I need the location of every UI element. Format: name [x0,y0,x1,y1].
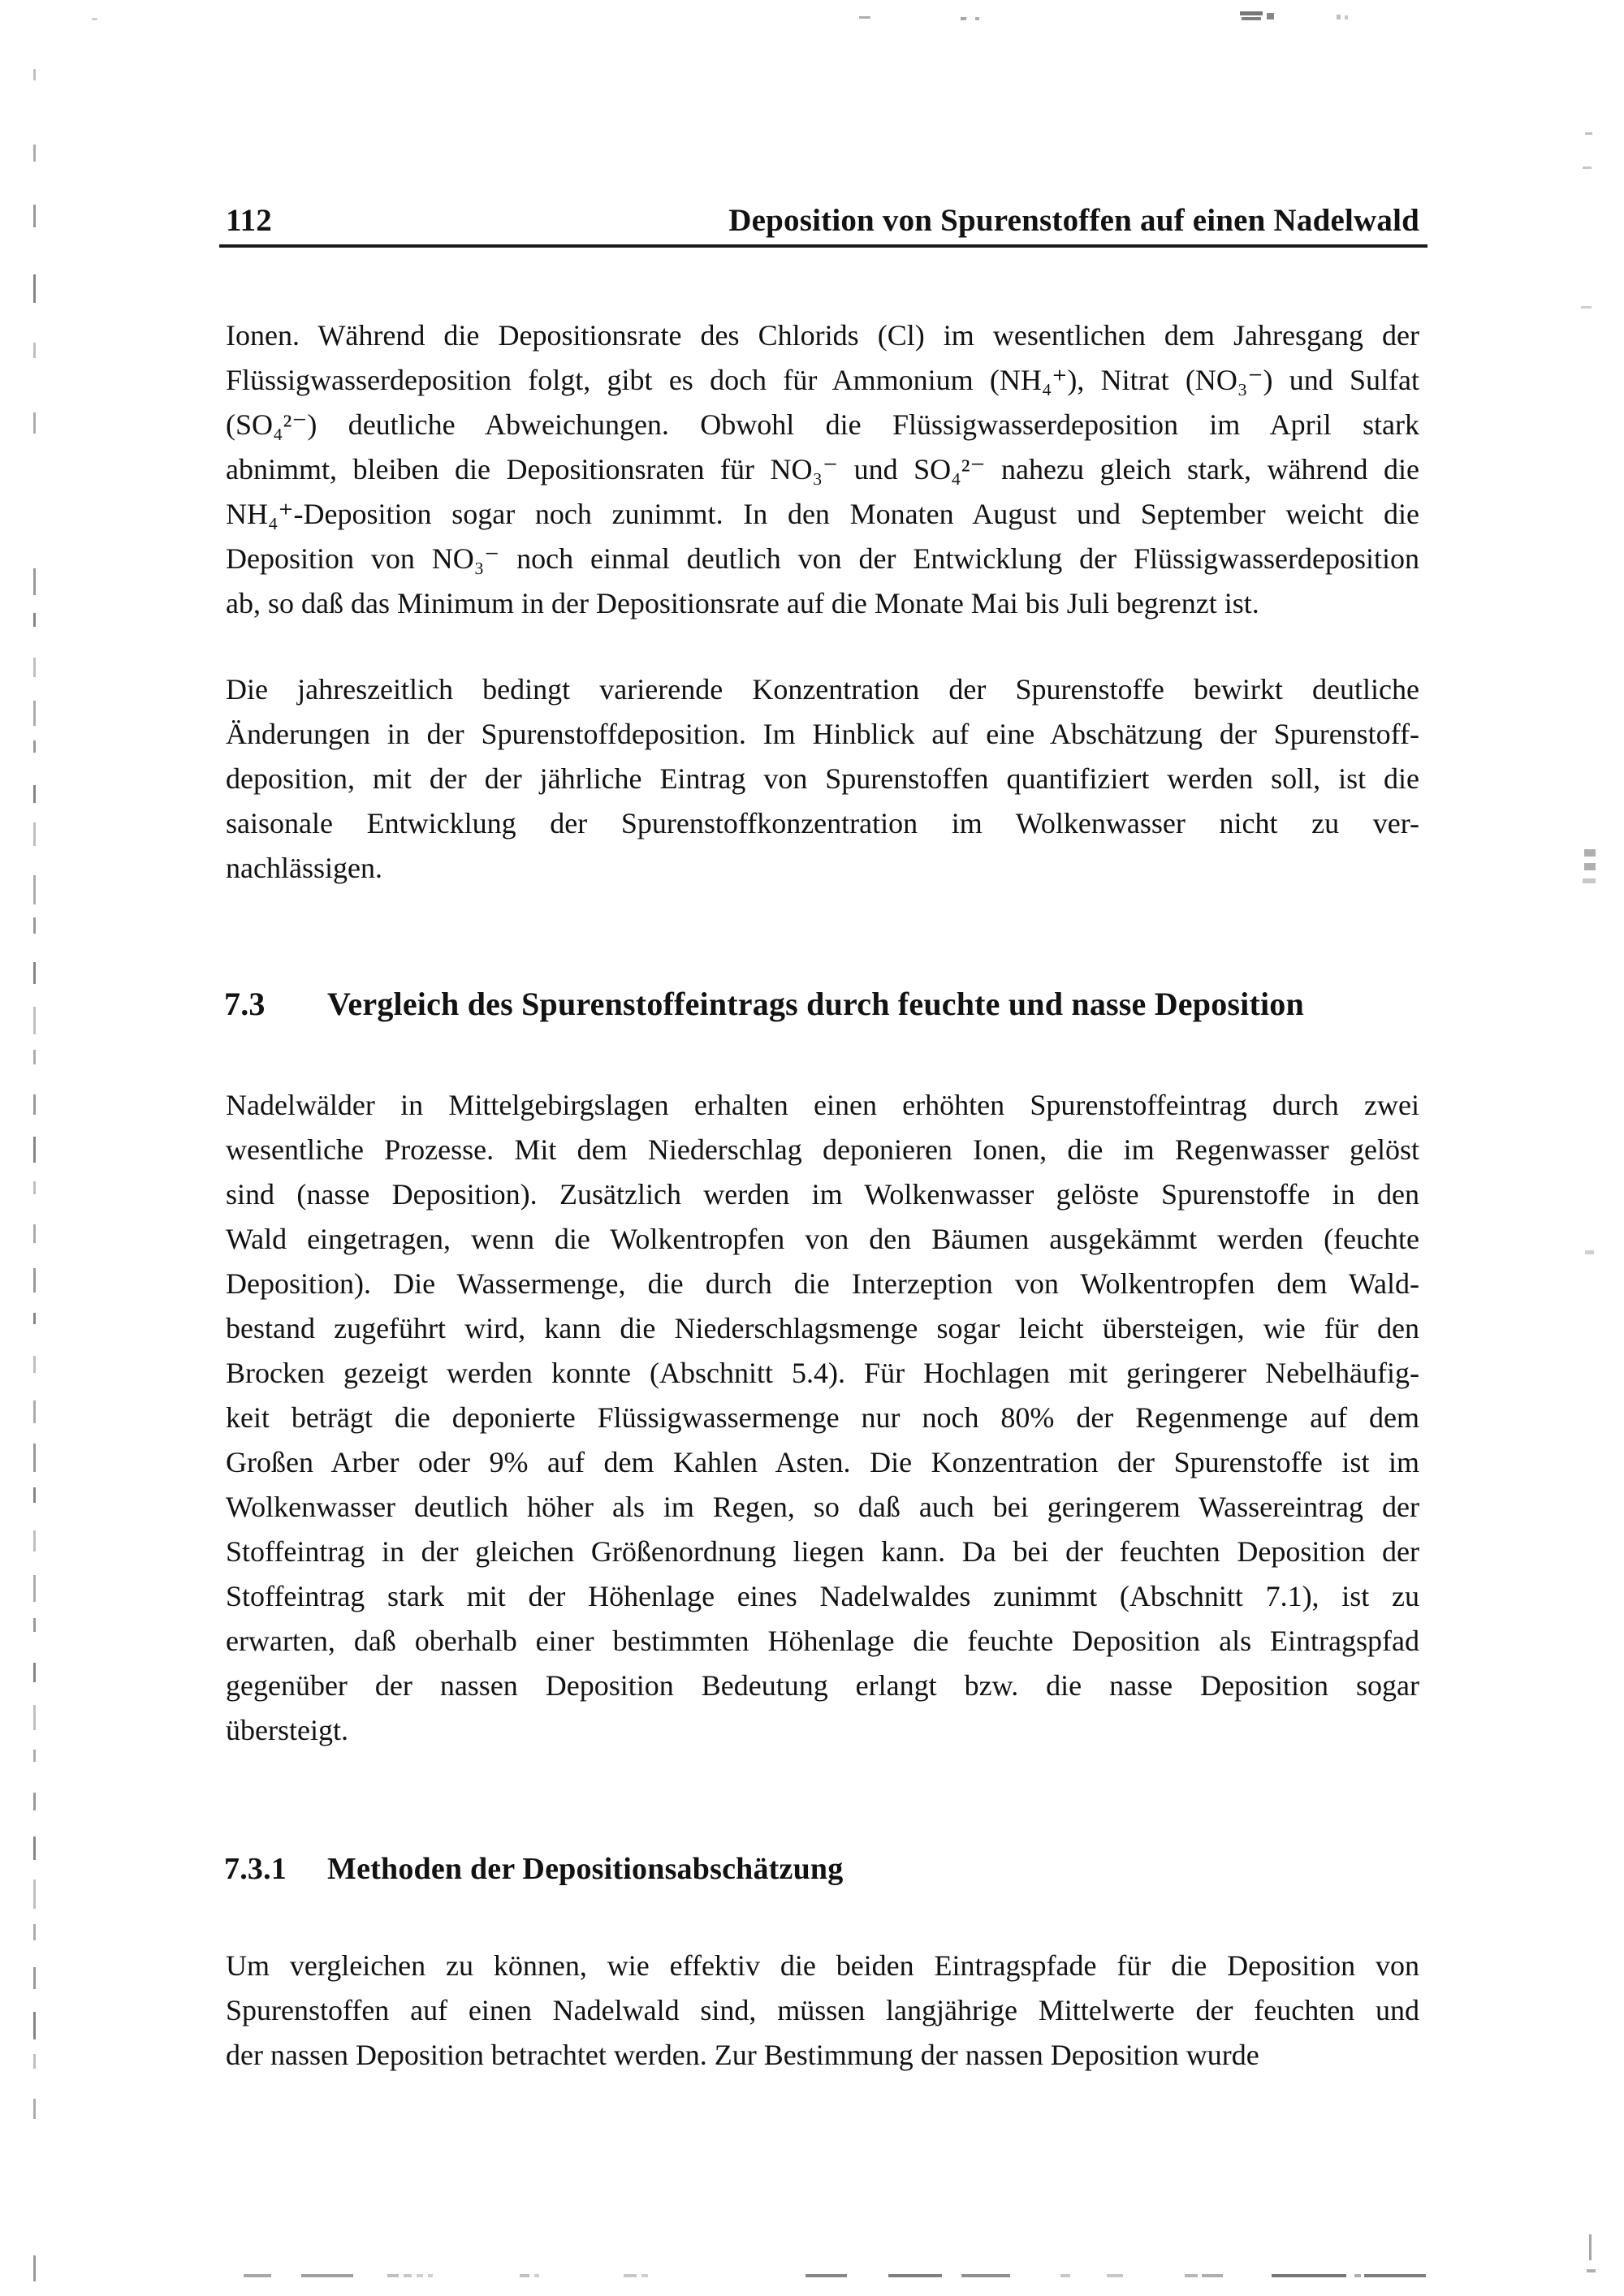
scan-artifact [33,205,36,227]
text-line: sind (nasse Deposition). Zusätzlich werden im Wolkenwasser gelöste Spurenstoffe in den [226,1178,1419,1211]
scan-artifact [1345,15,1348,19]
scan-artifact [1584,863,1596,870]
scan-artifact [1060,2274,1070,2277]
scan-artifact [33,2054,36,2069]
scan-artifact [33,701,36,726]
scan-artifact [33,1313,36,1324]
scan-artifact [859,16,870,19]
page-header [226,201,1419,240]
text-line: wesentliche Prozesse. Mit dem Niederschlag deponieren Ionen, die im Regenwasser gelöst [226,1133,1419,1166]
text-line: Deposition). Die Wassermenge, die durch die Interzeption von Wolkentropfen dem Wald- [226,1267,1419,1300]
scan-artifact [33,1880,36,1909]
text-line: Großen Arber oder 9% auf dem Kahlen Asten. Die Konzentration der Spurenstoffe ist im [226,1446,1419,1478]
scan-artifact [33,613,36,627]
scan-artifact [33,1094,36,1115]
text-line: (SO₄²⁻) deutliche Abweichungen. Obwohl die Flüssigwasserdeposition im April stark [226,408,1419,441]
scan-artifact [33,740,36,753]
scan-artifact [33,658,36,677]
scan-artifact [961,17,966,20]
scan-artifact [33,1444,36,1472]
scan-artifact [33,1793,36,1810]
text-line: bestand zugeführt wird, kann die Niederschlagsmenge sogar leicht übersteigen, wie für den [226,1312,1419,1344]
scan-artifact [1364,2274,1426,2277]
scan-artifact [404,2274,412,2277]
scan-artifact [33,1575,36,1602]
section-number: 7.3.1 [224,1852,287,1886]
scan-artifact [33,1530,36,1552]
text-line: übersteigt. [226,1714,348,1746]
section-title: Methoden der Depositionsabschätzung [327,1852,844,1886]
section-heading-7-3 [224,984,1426,1025]
scan-artifact [33,1224,36,1243]
scan-artifact [33,343,36,358]
section-title: Vergleich des Spurenstoffeintrags durch feuchte und nasse Deposition [327,986,1304,1022]
scan-artifact [1240,11,1263,15]
text-line: erwarten, daß oberhalb einer bestimmten Höhenlage die feuchte Deposition als Eintragspfad [226,1625,1419,1657]
paragraph-3 [226,1083,1419,1753]
scan-artifact [417,2274,423,2277]
scan-artifact [428,2274,433,2277]
paragraph-4 [226,1944,1419,2078]
scan-artifact [33,1836,36,1860]
text-line: Flüssigwasserdeposition folgt, gibt es doch für Ammonium (NH₄⁺), Nitrat (NO₃⁻) und Sulfat [226,364,1419,396]
running-title: Deposition von Spurenstoffen auf einen Nadelwald [728,203,1419,238]
text-line: Wald eingetragen, wenn die Wolkentropfen von den Bäumen ausgekämmt werden (feuchte [226,1223,1419,1255]
scan-artifact [1584,849,1596,857]
scan-artifact [33,962,36,984]
scan-artifact [1585,132,1592,135]
scan-artifact [1267,13,1274,19]
scan-artifact [33,1050,36,1064]
scan-artifact [33,2255,36,2281]
scan-artifact [33,1137,36,1163]
text-line: saisonale Entwicklung der Spurenstoffkonzentration im Wolkenwasser nicht zu ver- [226,807,1419,839]
scan-artifact [641,2274,648,2277]
scan-artifact [33,822,36,846]
scan-artifact [33,145,36,162]
text-line: deposition, mit der der jährliche Eintrag von Spurenstoffen quantifiziert werden soll, ist die [226,762,1419,795]
text-line: nachlässigen. [226,852,382,884]
scan-artifact [33,1487,36,1503]
text-line: Nadelwälder in Mittelgebirgslagen erhalten einen erhöhten Spurenstoffeintrag durch zwei [226,1089,1419,1121]
scan-artifact [1185,2274,1198,2277]
scan-artifact [1589,2234,1592,2260]
scan-artifact [1583,878,1596,883]
scan-artifact [33,1618,36,1632]
scan-artifact [33,2099,36,2119]
text-line: Stoffeintrag stark mit der Höhenlage eines Nadelwaldes zunimmt (Abschnitt 7.1), ist zu [226,1580,1419,1612]
scan-artifact [33,1967,36,1989]
text-line: ab, so daß das Minimum in der Depositionsrate auf die Monate Mai bis Juli begrenzt ist. [226,587,1259,619]
scan-artifact [1587,2269,1596,2272]
scan-artifact [806,2274,847,2277]
scan-artifact [33,568,36,595]
text-line: Änderungen in der Spurenstoffdeposition. Im Hinblick auf eine Abschätzung der Spurenstoff- [226,718,1419,750]
scan-artifact [888,2274,942,2277]
scan-artifact [33,1400,36,1423]
scan-artifact [520,2274,529,2277]
scan-artifact [387,2274,399,2277]
page-number: 112 [226,203,272,238]
scan-artifact [534,2274,539,2277]
text-line: gegenüber der nassen Deposition Bedeutung erlangt bzw. die nasse Deposition sogar [226,1669,1419,1702]
scan-artifact [1581,306,1592,309]
scan-artifact [33,2012,36,2039]
scan-artifact [1242,17,1261,20]
text-line: Deposition von NO₃⁻ noch einmal deutlich von der Entwicklung der Flüssigwasserdeposition [226,542,1419,575]
text-line: Stoffeintrag in der gleichen Größenordnung liegen kann. Da bei der feuchten Deposition der [226,1535,1419,1568]
text-line: Brocken gezeigt werden konnte (Abschnitt 5.4). Für Hochlagen mit geringerer Nebelhäufig- [226,1357,1419,1389]
scan-artifact [33,274,36,303]
scan-artifact [1337,15,1341,19]
text-line: Wolkenwasser deutlich höher als im Regen, so daß auch bei geringerem Wassereintrag der [226,1491,1419,1523]
scan-artifact [961,2274,1010,2277]
scan-artifact [1585,1250,1594,1254]
scan-artifact [33,917,36,934]
scan-artifact [33,1268,36,1293]
scan-artifact [244,2274,271,2277]
scan-artifact [33,1356,36,1373]
scan-artifact [1202,2274,1223,2277]
paragraph-1 [226,313,1419,626]
scan-artifact [624,2274,637,2277]
scan-artifact [33,412,36,434]
scan-artifact [1272,2274,1346,2277]
text-line: NH₄⁺-Deposition sogar noch zunimmt. In den Monaten August und September weicht die [226,498,1419,530]
text-line: Um vergleichen zu können, wie effektiv die beiden Eintragspfade für die Deposition von [226,1949,1419,1982]
scan-artifact [33,1750,36,1762]
section-heading-7-3-1 [224,1849,1426,1888]
scan-artifact [1583,166,1592,169]
text-line: abnimmt, bleiben die Depositionsraten für NO₃⁻ und SO₄²⁻ nahezu gleich stark, während die [226,453,1419,486]
header-rule [219,244,1427,248]
section-number: 7.3 [224,986,266,1022]
text-line: Ionen. Während die Depositionsrate des Chlorids (Cl) im wesentlichen dem Jahresgang der [226,319,1419,352]
text-line: der nassen Deposition betrachtet werden. Zur Bestimmung der nassen Deposition wurde [226,2039,1259,2071]
scan-artifact [33,1705,36,1730]
scan-artifact [975,17,979,20]
paragraph-2 [226,667,1419,891]
scan-artifact [33,1007,36,1034]
scan-artifact [1107,2274,1123,2277]
scan-artifact [33,1924,36,1940]
text-line: keit beträgt die deponierte Flüssigwassermenge nur noch 80% der Regenmenge auf dem [226,1401,1419,1434]
scan-artifact [33,69,36,80]
scan-artifact [92,18,97,20]
scan-artifact [33,875,36,904]
scan-artifact [33,1663,36,1682]
scan-artifact [1354,2274,1361,2277]
scan-artifact [301,2274,353,2277]
scan-artifact [33,1181,36,1194]
text-line: Spurenstoffen auf einen Nadelwald sind, müssen langjährige Mittelwerte der feuchten und [226,1994,1419,2026]
scan-artifact [33,785,36,803]
text-line: Die jahreszeitlich bedingt varierende Konzentration der Spurenstoffe bewirkt deutliche [226,673,1419,706]
